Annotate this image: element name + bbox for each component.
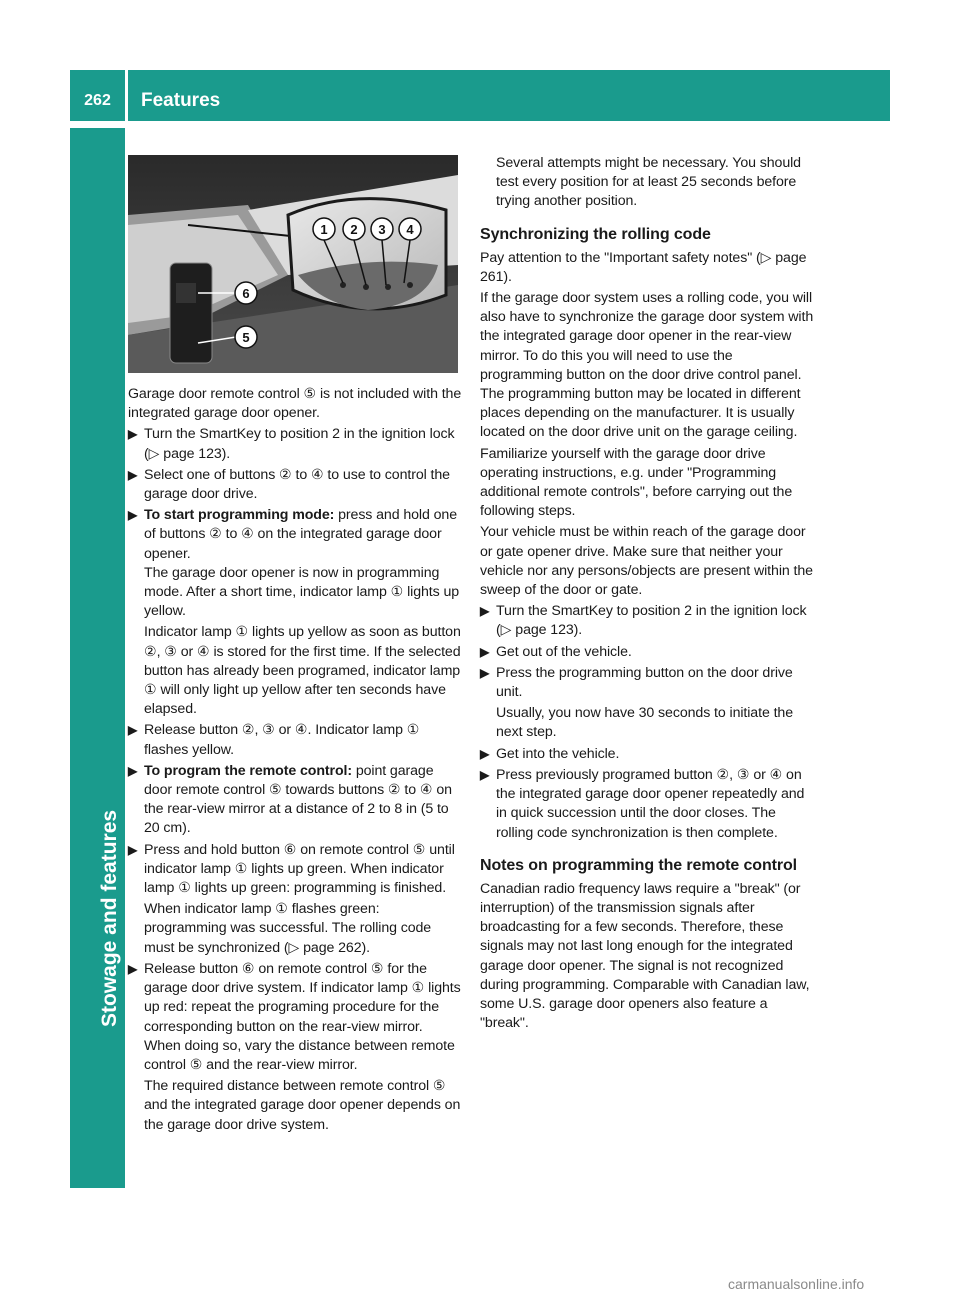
svg-text:4: 4	[406, 222, 414, 237]
svg-text:2: 2	[350, 222, 358, 237]
step-arrow-icon: ▶	[128, 842, 138, 857]
step-text: Turn the SmartKey to position 2 in the ignition lock (▷ page 123).	[144, 426, 455, 462]
instruction-step	[128, 506, 462, 621]
instruction-step	[480, 766, 815, 843]
step-arrow-icon: ▶	[128, 467, 138, 482]
step-text: Press and hold button ⑥ on remote control ⑤ until indicator lamp ① lights up green. When indicator lamp ① lights up green: programming is finished.	[144, 841, 455, 897]
paragraph: Canadian radio frequency laws require a "break" (or interruption) of the transmission signals after broadcasting for a few seconds. Therefore, these signals may not last long enough for the integrated garage door opener. The signal is not recognized during programming. Comparable with Canadian law, some U.S. garage door openers also feature a "break".	[480, 880, 810, 1032]
step-arrow-icon: ▶	[128, 427, 138, 442]
watermark: carmanualsonline.info	[728, 1276, 865, 1292]
callout-5	[235, 326, 257, 348]
step-text: point garage door remote control ⑤ towards buttons ② to ④ on the rear-view mirror at a distance of 2 to 8 in (5 to 20 cm).	[144, 762, 452, 837]
step-arrow-icon: ▶	[128, 763, 138, 778]
callout-2	[343, 218, 365, 240]
step-arrow-icon: ▶	[128, 723, 138, 738]
callout-4	[399, 218, 421, 240]
step-arrow-icon: ▶	[480, 665, 490, 680]
step-note: The required distance between remote control ⑤ and the integrated garage door opener depends on the garage door drive system.	[144, 1078, 461, 1133]
instruction-step	[480, 745, 815, 764]
step-text: Turn the SmartKey to position 2 in the ignition lock (▷ page 123).	[496, 603, 807, 639]
step-note: Usually, you now have 30 seconds to initiate the next step.	[496, 705, 793, 741]
side-tab-label: Stowage and features	[98, 809, 121, 1027]
continued-note: Several attempts might be necessary. You should test every position for at least 25 seconds before trying another position.	[496, 155, 801, 210]
svg-text:3: 3	[378, 222, 386, 237]
header-divider	[125, 70, 128, 121]
right-column	[480, 154, 815, 1035]
callout-3	[371, 218, 393, 240]
instruction-step	[128, 762, 462, 839]
instruction-step	[480, 643, 815, 662]
section-heading-rolling-code: Synchronizing the rolling code	[480, 225, 711, 243]
instruction-step	[128, 466, 462, 504]
step-text: Get out of the vehicle.	[496, 643, 632, 660]
callout-6	[235, 282, 257, 304]
step-text: press and hold one of buttons ② to ④ on the integrated garage door opener.	[144, 507, 457, 562]
page-title: Features	[141, 90, 221, 111]
step-text: Release button ⑥ on remote control ⑤ for the garage door drive system. If indicator lamp ① lights up red: repeat the programing procedure for the corresponding button on the rear-view mirror. When doing so, vary the distance between remote control ⑤ and the rear-view mirror.	[144, 960, 461, 1073]
intro-paragraph: Garage door remote control ⑤ is not included with the integrated garage door opener.	[128, 386, 462, 422]
step-arrow-icon: ▶	[480, 746, 490, 761]
instruction-step	[128, 721, 462, 759]
step-arrow-icon: ▶	[480, 767, 490, 782]
step-note: Indicator lamp ① lights up yellow as soon as button ②, ③ or ④ is stored for the first time. If the selected button has already been programed, indicator lamp ① will only light up yellow after ten seconds have elapsed.	[144, 624, 461, 718]
step-heading: To program the remote control:	[144, 762, 352, 779]
paragraph: Pay attention to the "Important safety notes" (▷ page 261).	[480, 249, 807, 285]
step-arrow-icon: ▶	[480, 604, 490, 619]
left-column	[128, 385, 462, 1137]
section-heading-remote-notes: Notes on programming the remote control	[480, 856, 798, 874]
instruction-step	[128, 960, 462, 1075]
instruction-step	[480, 664, 815, 702]
paragraph: Your vehicle must be within reach of the garage door or gate opener drive. Make sure that neither your vehicle nor any persons/objects are present within the sweep of the door or gate.	[480, 524, 813, 599]
step-text: Press the programming button on the door drive unit.	[496, 664, 793, 701]
figure-garage-opener	[128, 155, 458, 373]
instruction-step	[128, 425, 462, 463]
step-arrow-icon: ▶	[128, 508, 138, 523]
step-note: When indicator lamp ① flashes green: programming was successful. The rolling code must be synchronized (▷ page 262).	[144, 901, 432, 956]
page-number: 262	[84, 92, 111, 109]
figure-illustration	[128, 155, 458, 373]
instruction-step	[480, 602, 815, 640]
side-tab	[70, 128, 125, 1188]
paragraph: Familiarize yourself with the garage door drive operating instructions, e.g. under "Programming additional remote controls", before carrying out the following steps.	[480, 445, 793, 520]
instruction-step	[128, 841, 462, 899]
step-arrow-icon: ▶	[480, 644, 490, 659]
callout-1	[313, 218, 335, 240]
step-text: Select one of buttons ② to ④ to use to control the garage door drive.	[144, 466, 450, 503]
svg-text:6: 6	[242, 286, 250, 301]
step-text: Press previously programed button ②, ③ or ④ on the integrated garage door opener repeatedly and in quick succession until the door closes. The rolling code synchronization is then complete.	[496, 766, 805, 841]
paragraph: If the garage door system uses a rolling code, you will also have to synchronize the garage door system with the integrated garage door opener in the rear-view mirror. To do this you will need to use the programming button on the door drive control panel. The programming button may be located in different places depending on the manufacturer. It is usually located on the door drive unit on the garage ceiling.	[480, 290, 814, 441]
step-text: Release button ②, ③ or ④. Indicator lamp ① flashes yellow.	[144, 722, 420, 758]
step-text: Get into the vehicle.	[496, 745, 620, 762]
step-heading: To start programming mode:	[144, 507, 335, 524]
svg-text:1: 1	[320, 222, 328, 237]
svg-text:5: 5	[242, 330, 250, 345]
step-arrow-icon: ▶	[128, 961, 138, 976]
step-text: The garage door opener is now in programming mode. After a short time, indicator lamp ① lights up yellow.	[144, 564, 460, 620]
